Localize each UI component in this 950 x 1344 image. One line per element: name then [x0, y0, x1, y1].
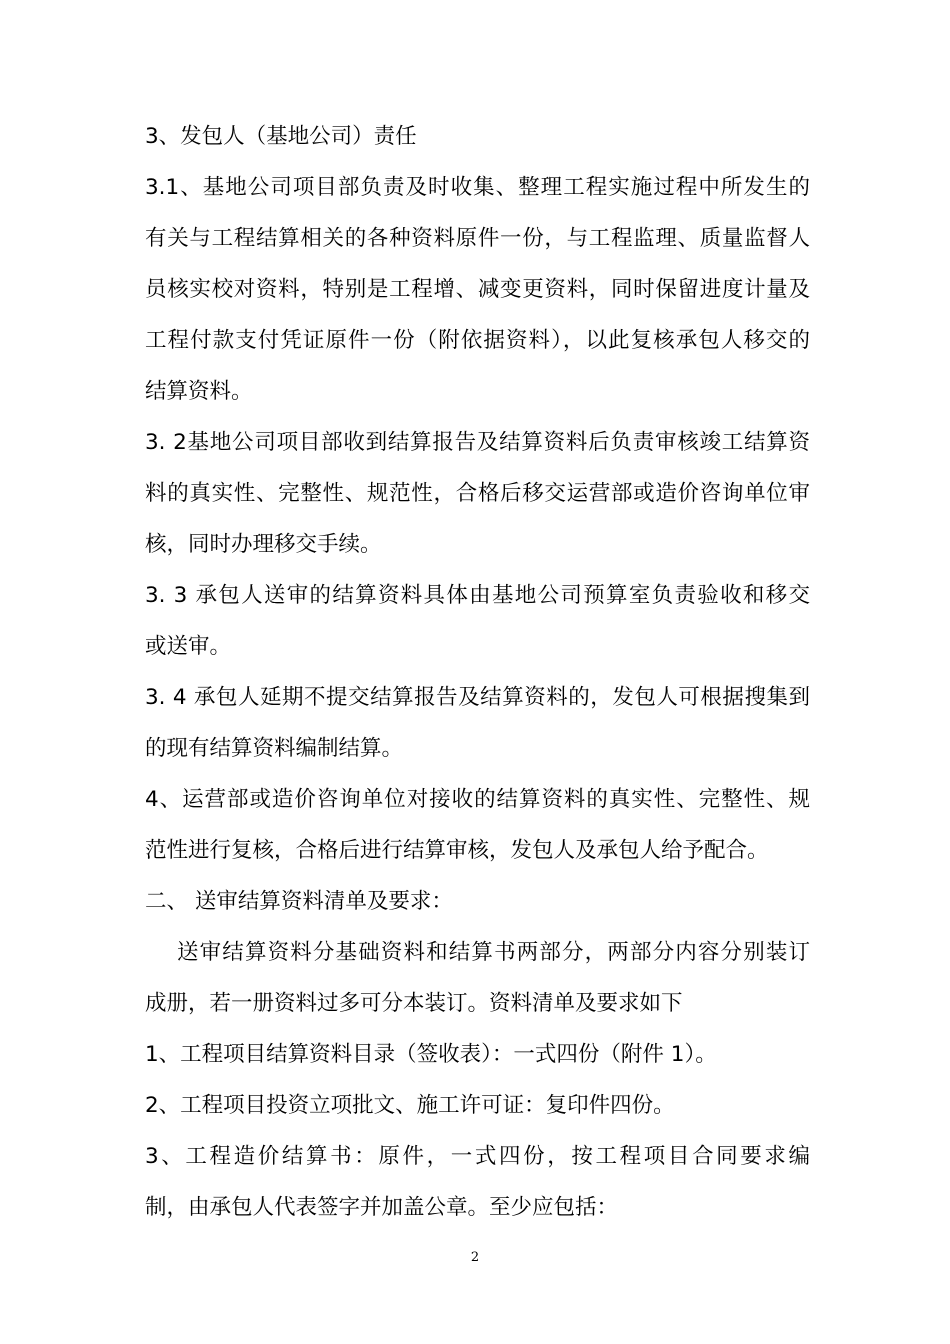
text-line: 2、工程项目投资立项批文、施工许可证：复印件四份。	[145, 1093, 675, 1118]
text-line: 1、工程项目结算资料目录（签收表）：一式四份（附件 1）。	[145, 1042, 717, 1067]
text-line: 3. 4 承包人延期不提交结算报告及结算资料的，发包人可根据搜集到	[145, 685, 810, 710]
text-line: 3.1、基地公司项目部负责及时收集、整理工程实施过程中所发生的	[145, 175, 810, 200]
text-line: 送审结算资料分基础资料和结算书两部分，两部分内容分别装订	[177, 940, 810, 965]
text-line: 的现有结算资料编制结算。	[145, 736, 404, 761]
page-number: 2	[470, 1250, 480, 1265]
text-line: 二、 送审结算资料清单及要求：	[145, 889, 453, 914]
text-line: 制，由承包人代表签字并加盖公章。至少应包括：	[145, 1195, 619, 1220]
text-line: 核，同时办理移交手续。	[145, 532, 382, 557]
text-line: 有关与工程结算相关的各种资料原件一份，与工程监理、质量监督人	[145, 226, 810, 251]
text-line: 3、工程造价结算书：原件，一式四份，按工程项目合同要求编	[145, 1144, 810, 1169]
text-line: 员核实校对资料，特别是工程增、减变更资料，同时保留进度计量及	[145, 277, 810, 302]
text-line: 3. 3 承包人送审的结算资料具体由基地公司预算室负责验收和移交	[145, 583, 810, 608]
text-line: 范性进行复核，合格后进行结算审核，发包人及承包人给予配合。	[145, 838, 769, 863]
text-line: 3. 2基地公司项目部收到结算报告及结算资料后负责审核竣工结算资	[145, 430, 810, 455]
text-line: 成册，若一册资料过多可分本装订。资料清单及要求如下	[145, 991, 683, 1016]
text-line: 工程付款支付凭证原件一份（附依据资料），以此复核承包人移交的	[145, 328, 810, 353]
text-line: 或送审。	[145, 634, 232, 659]
text-line: 3、发包人（基地公司）责任	[145, 124, 417, 149]
document-body	[145, 117, 810, 1239]
text-line: 结算资料。	[145, 379, 253, 404]
text-line: 4、运营部或造价咨询单位对接收的结算资料的真实性、完整性、规	[145, 787, 810, 812]
text-line: 料的真实性、完整性、规范性，合格后移交运营部或造价咨询单位审	[145, 481, 810, 506]
